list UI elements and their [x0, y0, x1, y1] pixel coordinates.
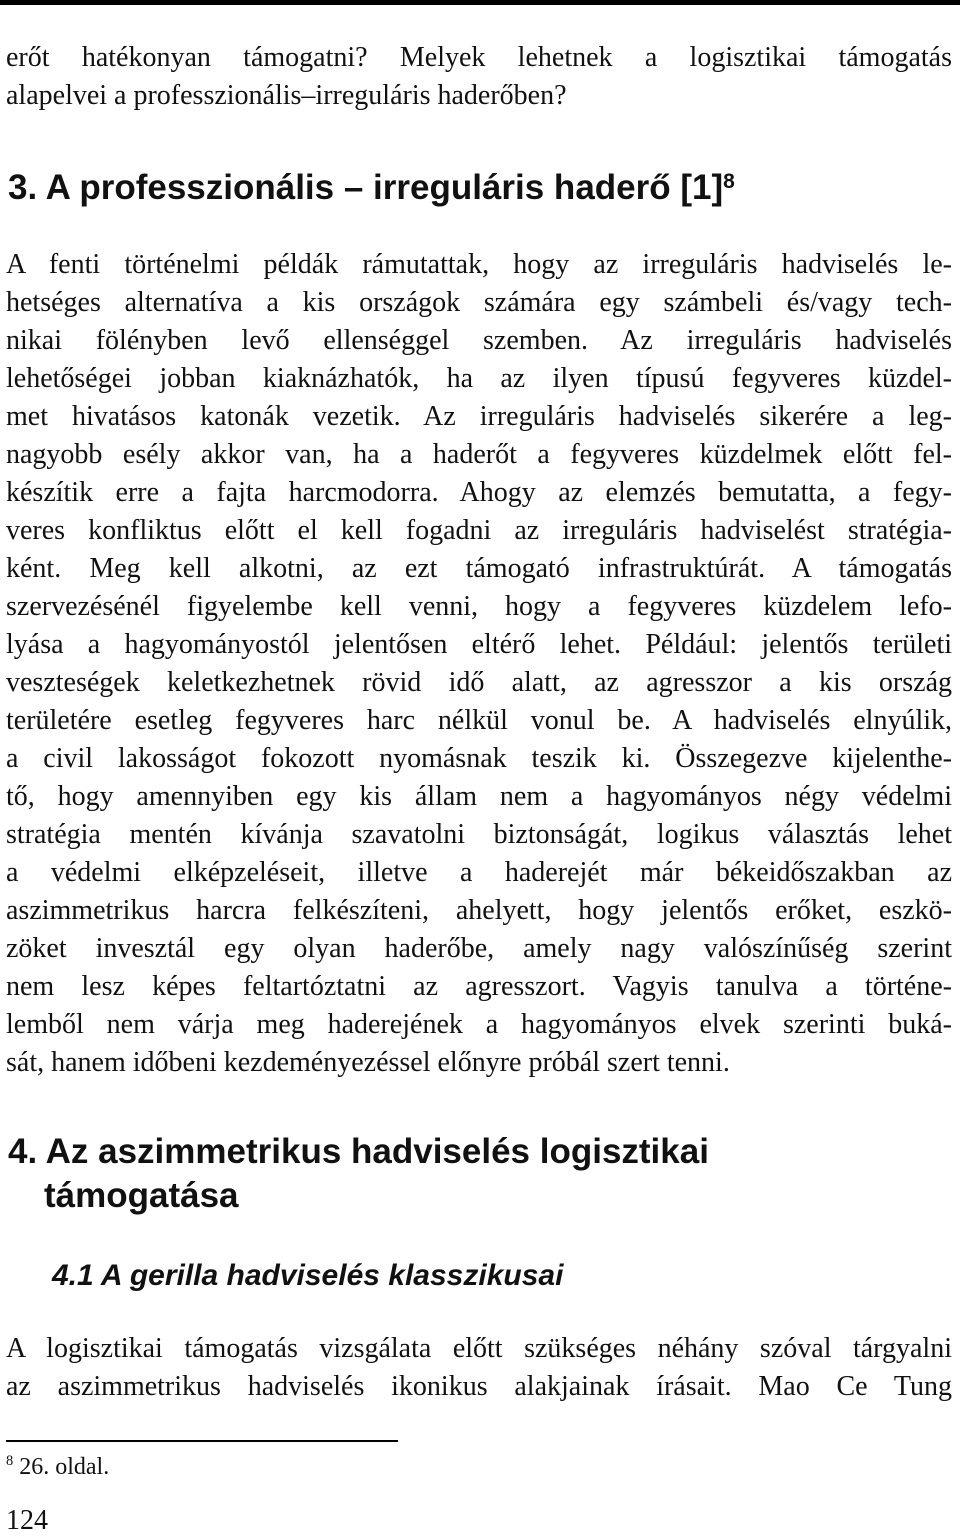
section-3-line-5: met hivatásos katonák vezetik. Az irreguláris hadviselés sikerére a leg-	[6, 401, 952, 432]
section-3-line-22: sát, hanem időbeni kezdeményezéssel előnyre próbál szert tenni.	[6, 1047, 730, 1078]
section-3-line-19: zöket invesztál egy olyan haderőbe, amely nagy valószínűség szerint	[6, 933, 952, 964]
section-3-line-15: tő, hogy amennyiben egy kis állam nem a hagyományos négy védelmi	[6, 781, 952, 812]
section-3-line-16: stratégia mentén kívánja szavatolni biztonságát, logikus választás lehet	[6, 819, 952, 850]
section-4-1-heading: 4.1 A gerilla hadviselés klasszikusai	[52, 1259, 564, 1292]
section-3-line-17: a védelmi elképzeléseit, illetve a haderejét már békeidőszakban az	[6, 857, 952, 888]
section-3-footnote-ref: 8	[723, 170, 735, 193]
section-4-heading-line-1: 4. Az aszimmetrikus hadviselés logisztikai	[8, 1132, 709, 1171]
section-3-line-7: készítik erre a fajta harcmodorra. Ahogy az elemzés bemutatta, a fegy-	[6, 477, 952, 508]
section-4-1-line-2: az aszimmetrikus hadviselés ikonikus alakjainak írásait. Mao Ce Tung	[6, 1371, 952, 1402]
section-3-line-1: A fenti történelmi példák rámutattak, hogy az irreguláris hadviselés le-	[6, 249, 952, 280]
section-3-line-4: lehetőségei jobban kiaknázhatók, ha az ilyen típusú fegyveres küzdel-	[6, 363, 952, 394]
section-3-line-2: hetséges alternatíva a kis országok számára egy számbeli és/vagy tech-	[6, 287, 952, 318]
section-3-line-13: területére esetleg fegyveres harc nélkül vonul be. A hadviselés elnyúlik,	[6, 705, 952, 736]
section-3-line-12: veszteségek keletkezhetnek rövid idő alatt, az agresszor a kis ország	[6, 667, 952, 698]
section-3-line-14: a civil lakosságot fokozott nyomásnak teszik ki. Összegezve kijelenthe-	[6, 743, 952, 774]
section-3-line-18: aszimmetrikus harcra felkészíteni, ahelyett, hogy jelentős erőket, eszkö-	[6, 895, 952, 926]
footnote-text: 26. oldal.	[19, 1454, 110, 1480]
section-3-line-21: lemből nem várja meg haderejének a hagyományos elvek szerinti buká-	[6, 1009, 952, 1040]
section-3-line-11: lyása a hagyományostól jelentősen eltérő lehet. Például: jelentős területi	[6, 629, 952, 660]
section-3-title: 3. A professzionális – irreguláris haderő [1]	[8, 168, 724, 207]
intro-line-1: erőt hatékonyan támogatni? Melyek lehetnek a logisztikai támogatás	[6, 42, 952, 73]
intro-line-2: alapelvei a professzionális–irreguláris haderőben?	[6, 80, 567, 111]
section-3-line-9: ként. Meg kell alkotni, az ezt támogató infrastruktúrát. A támogatás	[6, 553, 952, 584]
section-3-line-6: nagyobb esély akkor van, ha a haderőt a fegyveres küzdelmek előtt fel-	[6, 439, 952, 470]
footnote-rule	[6, 1440, 398, 1442]
section-3-line-10: szervezésénél figyelembe kell venni, hogy a fegyveres küzdelem lefo-	[6, 591, 952, 622]
section-3-line-20: nem lesz képes feltartóztatni az agresszort. Vagyis tanulva a történe-	[6, 971, 952, 1002]
section-4-heading-line-2: támogatása	[44, 1176, 239, 1215]
section-3-line-3: nikai fölényben levő ellenséggel szemben. Az irreguláris hadviselés	[6, 325, 952, 356]
section-4-1-line-1: A logisztikai támogatás vizsgálata előtt szükséges néhány szóval tárgyalni	[6, 1333, 952, 1364]
footnote-number: 8	[6, 1453, 14, 1469]
page-number: 124	[6, 1505, 48, 1536]
section-3-heading	[8, 166, 735, 210]
section-3-line-8: veres konfliktus előtt el kell fogadni az irreguláris hadviselést stratégia-	[6, 515, 952, 546]
top-rule	[0, 0, 960, 5]
footnote	[6, 1452, 109, 1482]
